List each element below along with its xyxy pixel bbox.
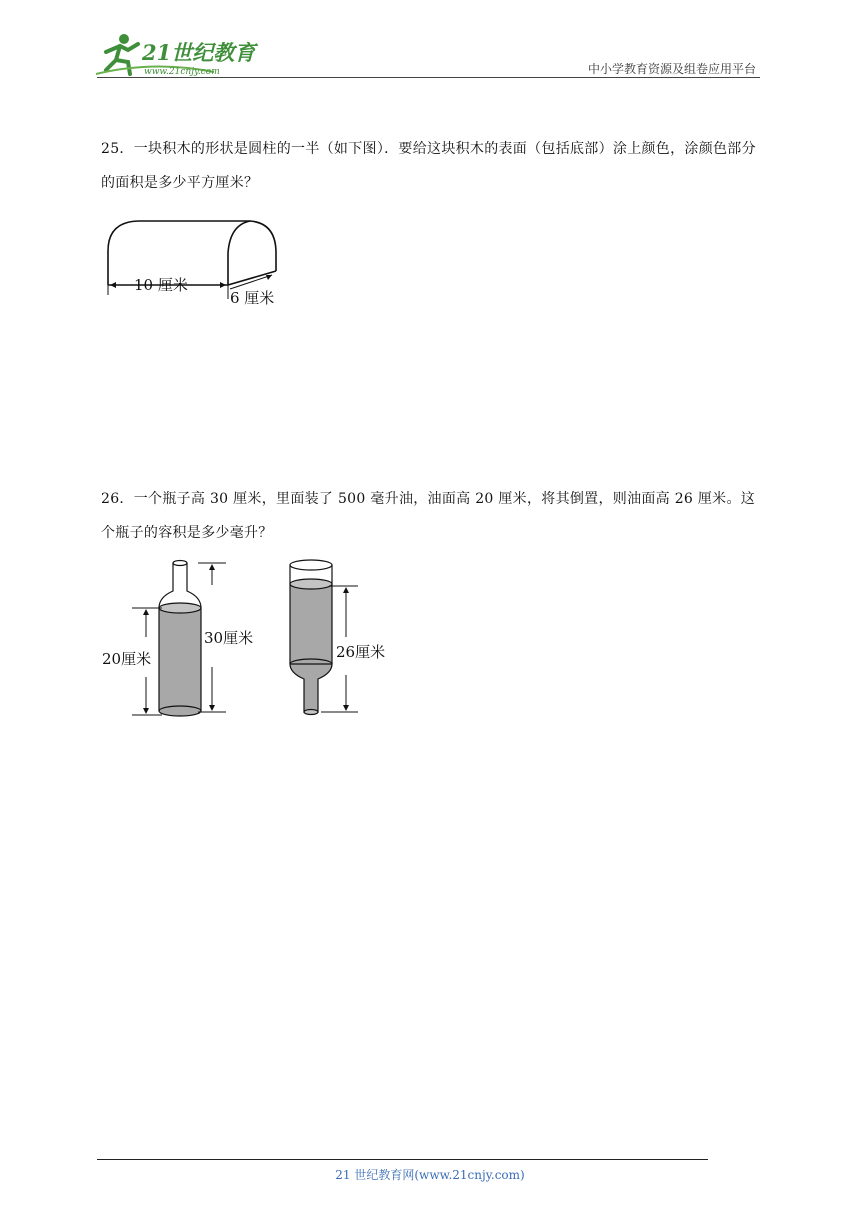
inverted-bottle xyxy=(290,560,332,715)
logo-url: www.21cnjy.com xyxy=(144,67,220,77)
site-logo xyxy=(94,30,264,80)
oil-height-label: 20厘米 xyxy=(102,650,152,668)
diameter-label: 6 厘米 xyxy=(230,289,275,307)
footer-text: 21 世纪教育网(www.21cnjy.com) xyxy=(335,1168,525,1182)
question-26-text: 26．一个瓶子高 30 厘米，里面装了 500 毫升油，油面高 20 厘米，将其倒置，则油面高 26 厘米。这个瓶子的容积是多少毫升？ xyxy=(101,491,756,541)
logo-text: 21世纪教育 xyxy=(142,40,256,65)
inverted-oil-label: 26厘米 xyxy=(336,643,386,661)
half-cylinder-figure xyxy=(100,213,300,313)
bottle-figure xyxy=(100,555,400,725)
footer-divider xyxy=(97,1159,708,1160)
length-label: 10 厘米 xyxy=(134,276,188,294)
question-25-text: 25．一块积木的形状是圆柱的一半（如下图）．要给这块积木的表面（包括底部）涂上颜色，涂颜色部分的面积是多少平方厘米？ xyxy=(101,141,756,191)
site-tagline: 中小学教育资源及组卷应用平台 xyxy=(587,62,756,76)
header-divider xyxy=(97,77,760,78)
upright-bottle xyxy=(159,561,201,717)
bottle-height-label: 30厘米 xyxy=(204,629,254,647)
